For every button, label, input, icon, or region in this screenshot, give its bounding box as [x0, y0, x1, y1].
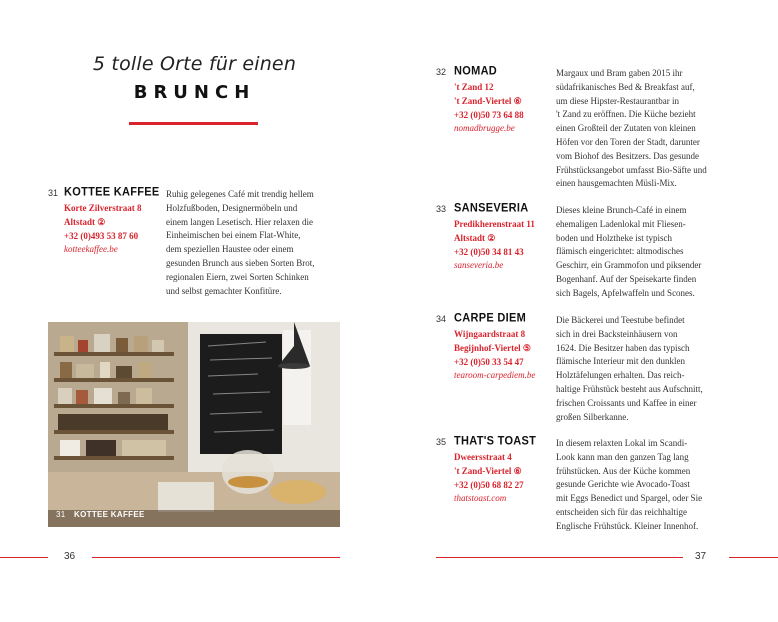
- right-page: [389, 0, 778, 622]
- address-street: Dweersstraat 4: [454, 452, 512, 462]
- page-number-right: 37: [695, 551, 707, 562]
- website-link[interactable]: sanseveria.be: [454, 260, 504, 271]
- entry-description: Die Bäckerei und Teestube befindet sich in drei Backsteinhäusern von 1624. Die Besitzer haben das typisch flämische Interieur mit den dunklen Holztäfelungen erhalten. Das reich- haltige Frühstück besteht aus Aufschnitt, frischen Croissants und Kaffee in einer großen Silberkanne.: [556, 315, 703, 422]
- footer-rule-right-b: [729, 557, 778, 558]
- address-street: Predikherenstraat 11: [454, 219, 535, 229]
- website-link[interactable]: tearoom-carpediem.be: [454, 370, 536, 381]
- entry-33: [436, 203, 776, 308]
- footer-rule-left-b: [92, 557, 340, 558]
- heading-script: 5 tolle Orte für einen: [92, 53, 297, 75]
- photo-caption: [56, 510, 145, 519]
- page-number-left: 36: [64, 551, 76, 562]
- entry-description: Margaux und Bram gaben 2015 ihr südafrikanisches Bed & Breakfast auf, um diese Hipster-Restaurantbar in 't Zand zu eröffnen. Die Küche bezieht einen Großteil der Zutaten von kleinen Höfen vor den Toren der Stadt, darunter vom Biohof des Besitzers. Das gesunde Frühstücksangebot umfasst Bio-Säfte und einen hausgemachten Müsli-Mix.: [556, 68, 707, 189]
- website-link[interactable]: nomadbrugge.be: [454, 123, 515, 134]
- footer-rule-left-a: [0, 557, 48, 558]
- address-phone: +32 (0)493 53 87 60: [64, 230, 139, 241]
- entry-address: [454, 218, 535, 273]
- address-district: 't Zand-Viertel ⑥: [454, 95, 522, 106]
- photo-caption-name: KOTTEE KAFFEE: [74, 510, 145, 519]
- address-district: Begijnhof-Viertel ⑤: [454, 342, 531, 353]
- address-phone: +32 (0)50 68 82 27: [454, 479, 524, 490]
- address-phone: +32 (0)50 33 54 47: [454, 356, 524, 367]
- entry-address: [64, 202, 141, 257]
- entry-34: [436, 313, 776, 428]
- entry-description: In diesem relaxten Lokal im Scandi- Look kann man den ganzen Tag lang frühstücken. Aus der Küche kommen gesunde Gerichte wie Avocado-Toast mit Eggs Benedict und Spargel, oder Sie entscheiden sich für das reichhaltige Englische Frühstück. Kleiner Innenhof.: [556, 438, 703, 531]
- entry-number: 34: [436, 314, 447, 324]
- entry-address: [454, 328, 535, 383]
- entry-name: NOMAD: [454, 65, 498, 78]
- entry-address: [454, 451, 524, 506]
- entry-32: [436, 66, 776, 196]
- entry-number: 33: [436, 204, 447, 214]
- address-phone: +32 (0)50 73 64 88: [454, 109, 524, 120]
- entry-number: 35: [436, 437, 447, 447]
- entry-name: KOTTEE KAFFEE: [64, 186, 160, 199]
- address-phone: +32 (0)50 34 81 43: [454, 246, 524, 257]
- entry-address: [454, 81, 524, 136]
- photo-caption-number: 31: [56, 510, 66, 519]
- address-street: Wijngaardstraat 8: [454, 329, 526, 339]
- entry-name: THAT'S TOAST: [454, 435, 537, 448]
- entry-description: Ruhig gelegenes Café mit trendig hellem Holzfußboden, Designermöbeln und einem langen Lesetisch. Hier relaxen die Einheimischen bei einem Flat-White, dem speziellen Haustee oder einem gesunden Brunch aus sieben Sorten Brot, regionalen Eiern, zwei Sorten Schinken und selbst gemachter Konfitüre.: [166, 189, 315, 296]
- entry-number: 32: [436, 67, 447, 77]
- address-street: 't Zand 12: [454, 82, 494, 92]
- heading-rule: [129, 122, 258, 125]
- website-link[interactable]: kotteekaffee.be: [64, 244, 118, 255]
- address-district: Altstadt ②: [454, 232, 496, 243]
- address-street: Korte Zilverstraat 8: [64, 203, 142, 213]
- address-district: Altstadt ②: [64, 216, 106, 227]
- website-link[interactable]: thatstoast.com: [454, 493, 507, 504]
- cafe-interior-image: [48, 322, 340, 527]
- entry-description: Dieses kleine Brunch-Café in einem ehemaligen Ladenlokal mit Fliesen- boden und Holztheke ist typisch flämisch eingerichtet: altmodisches Geschirr, ein Grammofon und piksender Bogenhanf. Auf der Speisekarte finden sich Bagels, Apfelwaffeln und Scones.: [556, 205, 702, 298]
- entry-31: [48, 187, 348, 307]
- heading-caps: BRUNCH: [133, 82, 256, 103]
- address-district: 't Zand-Viertel ⑥: [454, 465, 522, 476]
- cafe-photo: [48, 322, 340, 527]
- entry-name: SANSEVERIA: [454, 202, 529, 215]
- footer-rule-right-a: [436, 557, 683, 558]
- entry-number: 31: [48, 188, 59, 198]
- entry-35: [436, 436, 776, 536]
- entry-name: CARPE DIEM: [454, 312, 527, 325]
